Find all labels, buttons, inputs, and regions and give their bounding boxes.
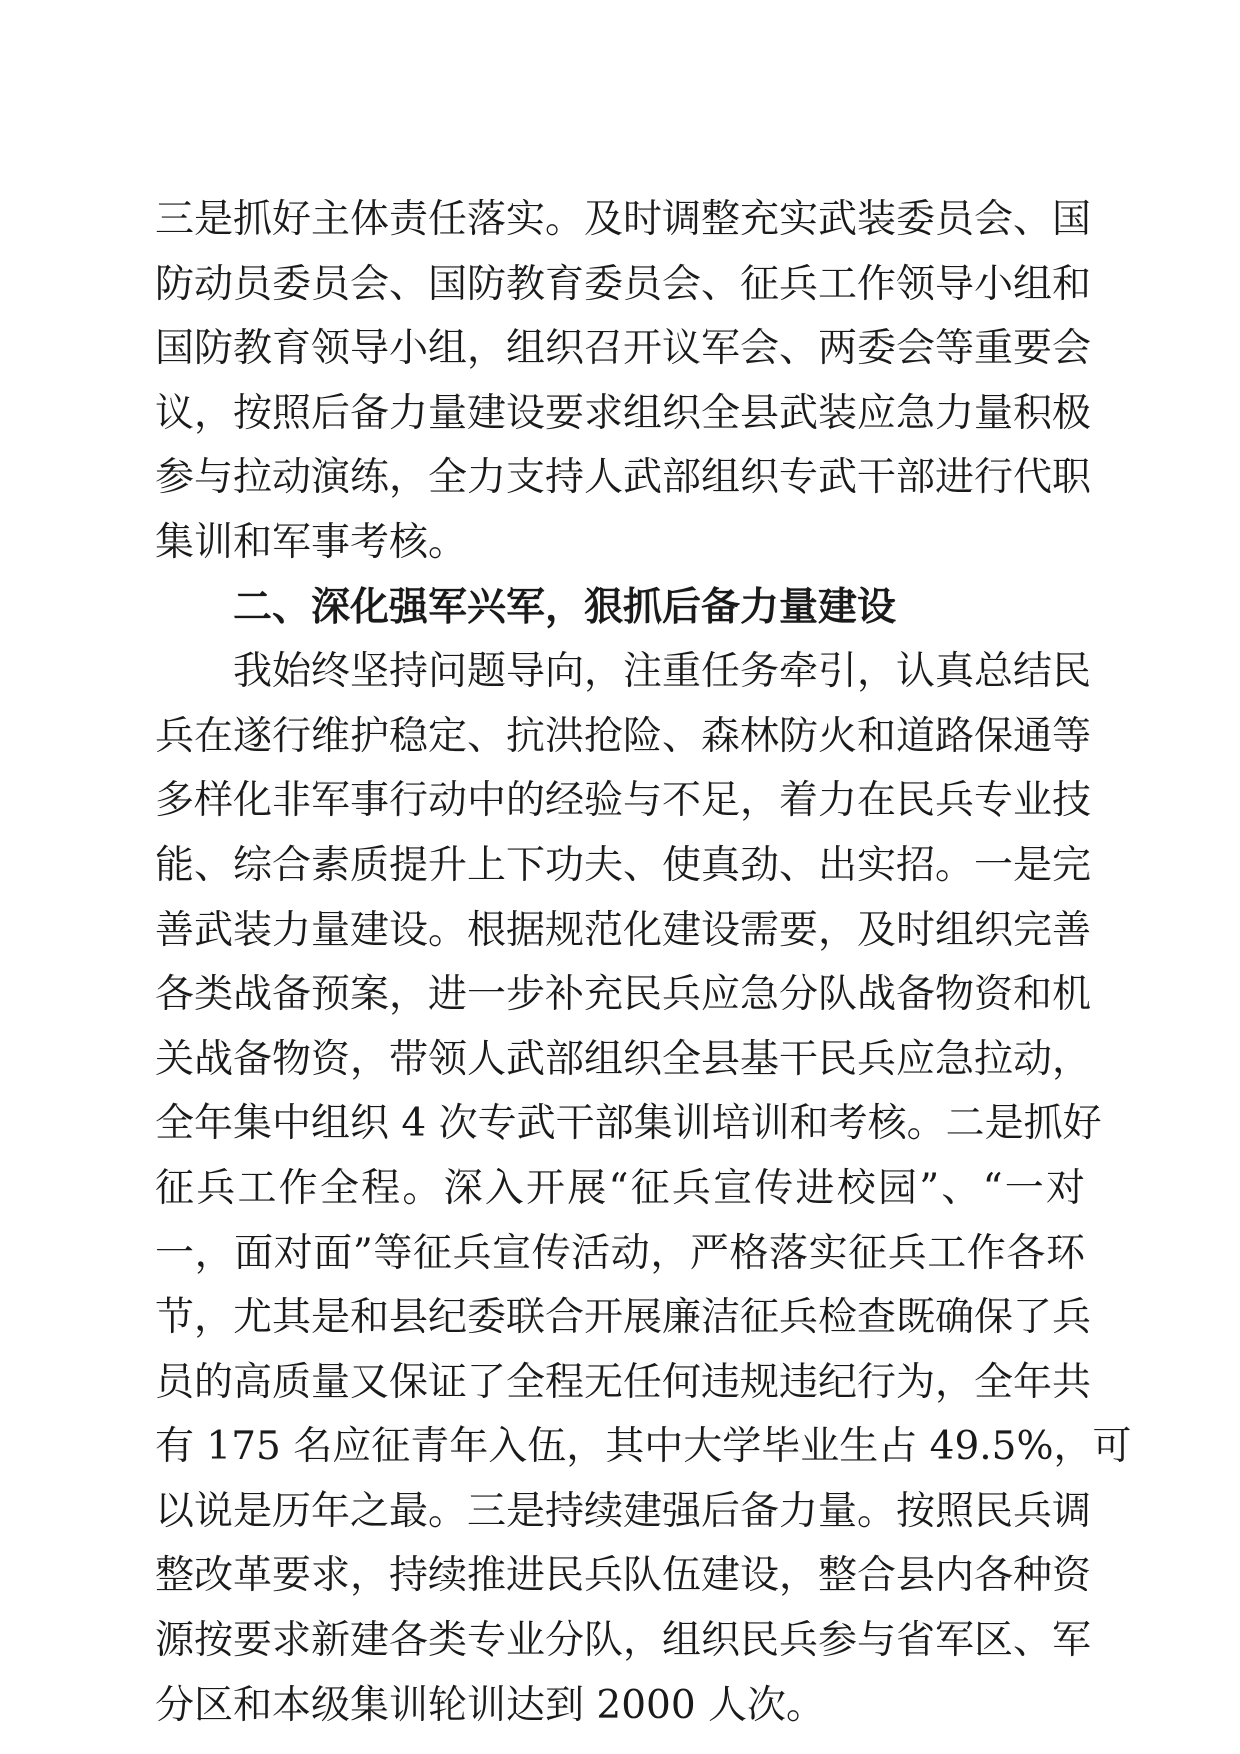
text-line: 议，按照后备力量建设要求组织全县武装应急力量积极 <box>155 390 1092 436</box>
section-heading: 二、深化强军兴军，狠抓后备力量建设 <box>233 584 897 630</box>
text-line: 三是抓好主体责任落实。及时调整充实武装委员会、国 <box>155 197 1092 242</box>
text-line: 参与拉动演练，全力支持人武部组织专武干部进行代职 <box>155 455 1092 501</box>
text-line: 防动员委员会、国防教育委员会、征兵工作领导小组和 <box>155 261 1092 307</box>
text-line: 兵在遂行维护稳定、抗洪抢险、森林防火和道路保通等 <box>155 713 1092 759</box>
text-line: 能、综合素质提升上下功夫、使真劲、出实招。一是完 <box>155 842 1092 888</box>
text-line: 国防教育领导小组，组织召开议军会、两委会等重要会 <box>155 326 1092 372</box>
text-line: 员的高质量又保证了全程无任何违规违纪行为，全年共 <box>155 1359 1092 1405</box>
text-line: 一，面对面”等征兵宣传活动，严格落实征兵工作各环 <box>155 1230 1085 1276</box>
text-line: 节，尤其是和县纪委联合开展廉洁征兵检查既确保了兵 <box>155 1295 1092 1341</box>
text-line: 以说是历年之最。三是持续建强后备力量。按照民兵调 <box>155 1488 1092 1534</box>
text-line: 分区和本级集训轮训达到 2000 人次。 <box>155 1682 826 1728</box>
text-line: 整改革要求，持续推进民兵队伍建设，整合县内各种资 <box>155 1553 1092 1599</box>
section1-paragraph <box>155 188 1092 576</box>
text-line: 有 175 名应征青年入伍，其中大学毕业生占 49.5%，可 <box>155 1424 1132 1470</box>
text-line: 集训和军事考核。 <box>155 519 468 565</box>
text-line: 善武装力量建设。根据规范化建设需要，及时组织完善 <box>155 907 1092 953</box>
text-line: 多样化非军事行动中的经验与不足，着力在民兵专业技 <box>155 778 1092 824</box>
text-line: 源按要求新建各类专业分队，组织民兵参与省军区、军 <box>155 1618 1092 1664</box>
text-line: 征兵工作全程。深入开展“征兵宣传进校园”、“一对 <box>155 1165 1085 1211</box>
text-line: 全年集中组织 4 次专武干部集训培训和考核。二是抓好 <box>155 1101 1102 1147</box>
section2-paragraph <box>155 640 1132 1738</box>
document-body <box>155 188 1132 1738</box>
text-line: 我始终坚持问题导向，注重任务牵引，认真总结民 <box>233 649 1092 695</box>
text-line: 各类战备预案，进一步补充民兵应急分队战备物资和机 <box>155 972 1092 1018</box>
text-line: 关战备物资，带领人武部组织全县基干民兵应急拉动， <box>155 1036 1092 1082</box>
